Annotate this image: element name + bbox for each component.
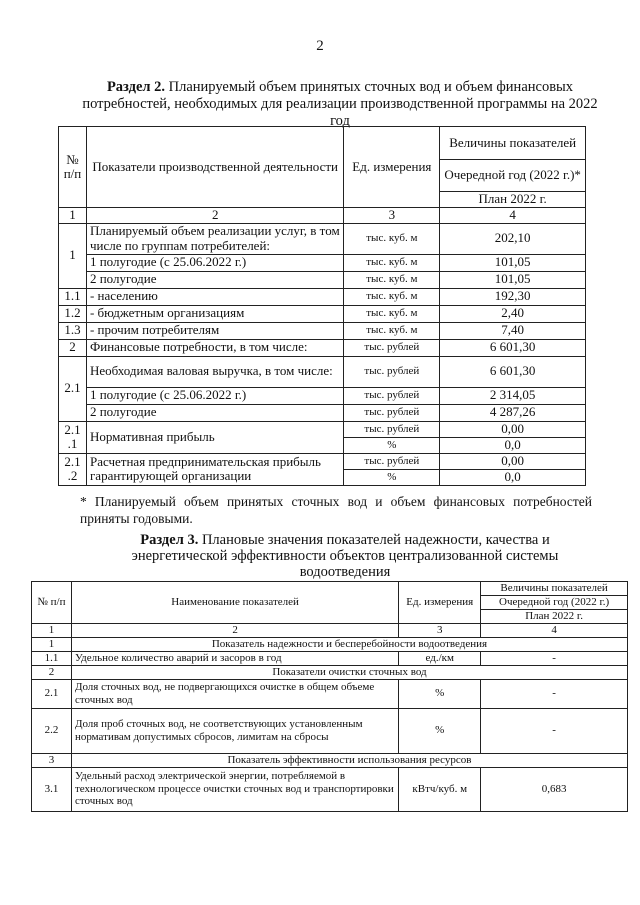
- header-values: Величины показателей: [440, 127, 586, 160]
- header-num: № п/п: [59, 127, 87, 208]
- row-num: 2.1 .2: [59, 453, 87, 485]
- header-indicator: Наименование показателей: [71, 582, 398, 624]
- row-unit: тыс. рублей: [344, 387, 440, 404]
- row-name: Доля проб сточных вод, не соответствующих установленным нормативам допустимых сбросов, лимитам на сбросы: [71, 708, 398, 753]
- row-unit: тыс. рублей: [344, 404, 440, 421]
- row-unit: кВтч/куб. м: [399, 767, 481, 811]
- row-name: Необходимая валовая выручка, в том числе:: [86, 356, 343, 387]
- colnum-4: 4: [481, 624, 628, 638]
- header-num: № п/п: [32, 582, 72, 624]
- section3-title-bold: Раздел 3.: [140, 532, 199, 548]
- row-unit: тыс. рублей: [344, 356, 440, 387]
- row-num: 1.1: [59, 288, 87, 305]
- row-name: - прочим потребителям: [86, 322, 343, 339]
- colnum-1: 1: [59, 208, 87, 224]
- row-name: - населению: [86, 288, 343, 305]
- row-value: 202,10: [440, 223, 586, 254]
- row-unit: %: [344, 469, 440, 485]
- row-name: Планируемый объем реализации услуг, в том числе по группам потребителей:: [86, 223, 343, 254]
- row-name: - бюджетным организациям: [86, 305, 343, 322]
- row-value: 101,05: [440, 271, 586, 288]
- row-unit: ед./км: [399, 651, 481, 665]
- row-value: 2,40: [440, 305, 586, 322]
- row-num: 1.2: [59, 305, 87, 322]
- row-unit: тыс. рублей: [344, 453, 440, 469]
- group-num: 2: [32, 665, 72, 679]
- row-unit: тыс. куб. м: [344, 322, 440, 339]
- row-name: Удельное количество аварий и засоров в год: [71, 651, 398, 665]
- row-value: -: [481, 708, 628, 753]
- row-num: 1.3: [59, 322, 87, 339]
- row-num: 2.1 .1: [59, 421, 87, 453]
- page-number: 2: [316, 38, 324, 54]
- row-value: 6 601,30: [440, 356, 586, 387]
- colnum-2: 2: [71, 624, 398, 638]
- group-title: Показатели очистки сточных вод: [71, 665, 627, 679]
- row-unit: тыс. рублей: [344, 339, 440, 356]
- row-unit: тыс. куб. м: [344, 305, 440, 322]
- row-value: 0,0: [440, 437, 586, 453]
- row-num: 1.1: [32, 651, 72, 665]
- section2-title-bold: Раздел 2.: [106, 79, 166, 95]
- row-unit: тыс. куб. м: [344, 223, 440, 254]
- header-plan: План 2022 г.: [481, 610, 628, 624]
- group-num: 1: [32, 637, 72, 651]
- row-value: 0,00: [440, 453, 586, 469]
- row-unit: тыс. куб. м: [344, 271, 440, 288]
- row-value: 101,05: [440, 254, 586, 271]
- section2-title: [80, 79, 600, 130]
- header-indicator: Показатели производственной деятельности: [86, 127, 343, 208]
- row-value: 4 287,26: [440, 404, 586, 421]
- row-unit: %: [344, 437, 440, 453]
- row-unit: %: [399, 708, 481, 753]
- header-plan: План 2022 г.: [440, 192, 586, 208]
- row-name: Финансовые потребности, в том числе:: [86, 339, 343, 356]
- row-value: 0,00: [440, 421, 586, 437]
- section3-table: [31, 581, 628, 812]
- row-name: 2 полугодие: [86, 404, 343, 421]
- section2-table: [58, 126, 586, 486]
- row-num: 2.2: [32, 708, 72, 753]
- row-name: Доля сточных вод, не подвергающихся очистке в общем объеме сточных вод: [71, 679, 398, 708]
- header-unit: Ед. измерения: [399, 582, 481, 624]
- section3-title-text: Плановые значения показателей надежности, качества и энергетической эффективности объектов централизованной системы водоотведения: [131, 532, 559, 580]
- row-name: 1 полугодие (с 25.06.2022 г.): [86, 387, 343, 404]
- section3-title: [95, 532, 595, 580]
- row-value: -: [481, 679, 628, 708]
- group-title: Показатель надежности и бесперебойности водоотведения: [71, 637, 627, 651]
- row-value: 7,40: [440, 322, 586, 339]
- row-name: 1 полугодие (с 25.06.2022 г.): [86, 254, 343, 271]
- header-year: Очередной год (2022 г.)*: [440, 160, 586, 192]
- colnum-3: 3: [344, 208, 440, 224]
- group-num: 3: [32, 753, 72, 767]
- row-num: 2.1: [32, 679, 72, 708]
- row-value: 6 601,30: [440, 339, 586, 356]
- row-num: 2: [59, 339, 87, 356]
- colnum-2: 2: [86, 208, 343, 224]
- row-num: 2.1: [59, 356, 87, 421]
- colnum-3: 3: [399, 624, 481, 638]
- header-values: Величины показателей: [481, 582, 628, 596]
- colnum-1: 1: [32, 624, 72, 638]
- colnum-4: 4: [440, 208, 586, 224]
- row-unit: тыс. рублей: [344, 421, 440, 437]
- row-name: Расчетная предпринимательская прибыль гарантирующей организации: [86, 453, 343, 485]
- row-value: 0,0: [440, 469, 586, 485]
- row-num: 1: [59, 223, 87, 288]
- header-year: Очередной год (2022 г.): [481, 596, 628, 610]
- row-name: Нормативная прибыль: [86, 421, 343, 453]
- header-unit: Ед. измерения: [344, 127, 440, 208]
- row-value: 192,30: [440, 288, 586, 305]
- row-value: 2 314,05: [440, 387, 586, 404]
- row-name: Удельный расход электрической энергии, потребляемой в технологическом процессе очистки сточных вод и транспортировки сточных вод: [71, 767, 398, 811]
- row-name: 2 полугодие: [86, 271, 343, 288]
- section2-footnote: * Планируемый объем принятых сточных вод и объем финансовых потребностей приняты годовыми.: [80, 494, 592, 526]
- row-unit: %: [399, 679, 481, 708]
- row-unit: тыс. куб. м: [344, 254, 440, 271]
- section2-title-text: Планируемый объем принятых сточных вод и объем финансовых потребностей, необходимых для реализации производственной программы на 2022 год: [82, 79, 598, 129]
- row-value: 0,683: [481, 767, 628, 811]
- row-num: 3.1: [32, 767, 72, 811]
- row-value: -: [481, 651, 628, 665]
- group-title: Показатель эффективности использования ресурсов: [71, 753, 627, 767]
- row-unit: тыс. куб. м: [344, 288, 440, 305]
